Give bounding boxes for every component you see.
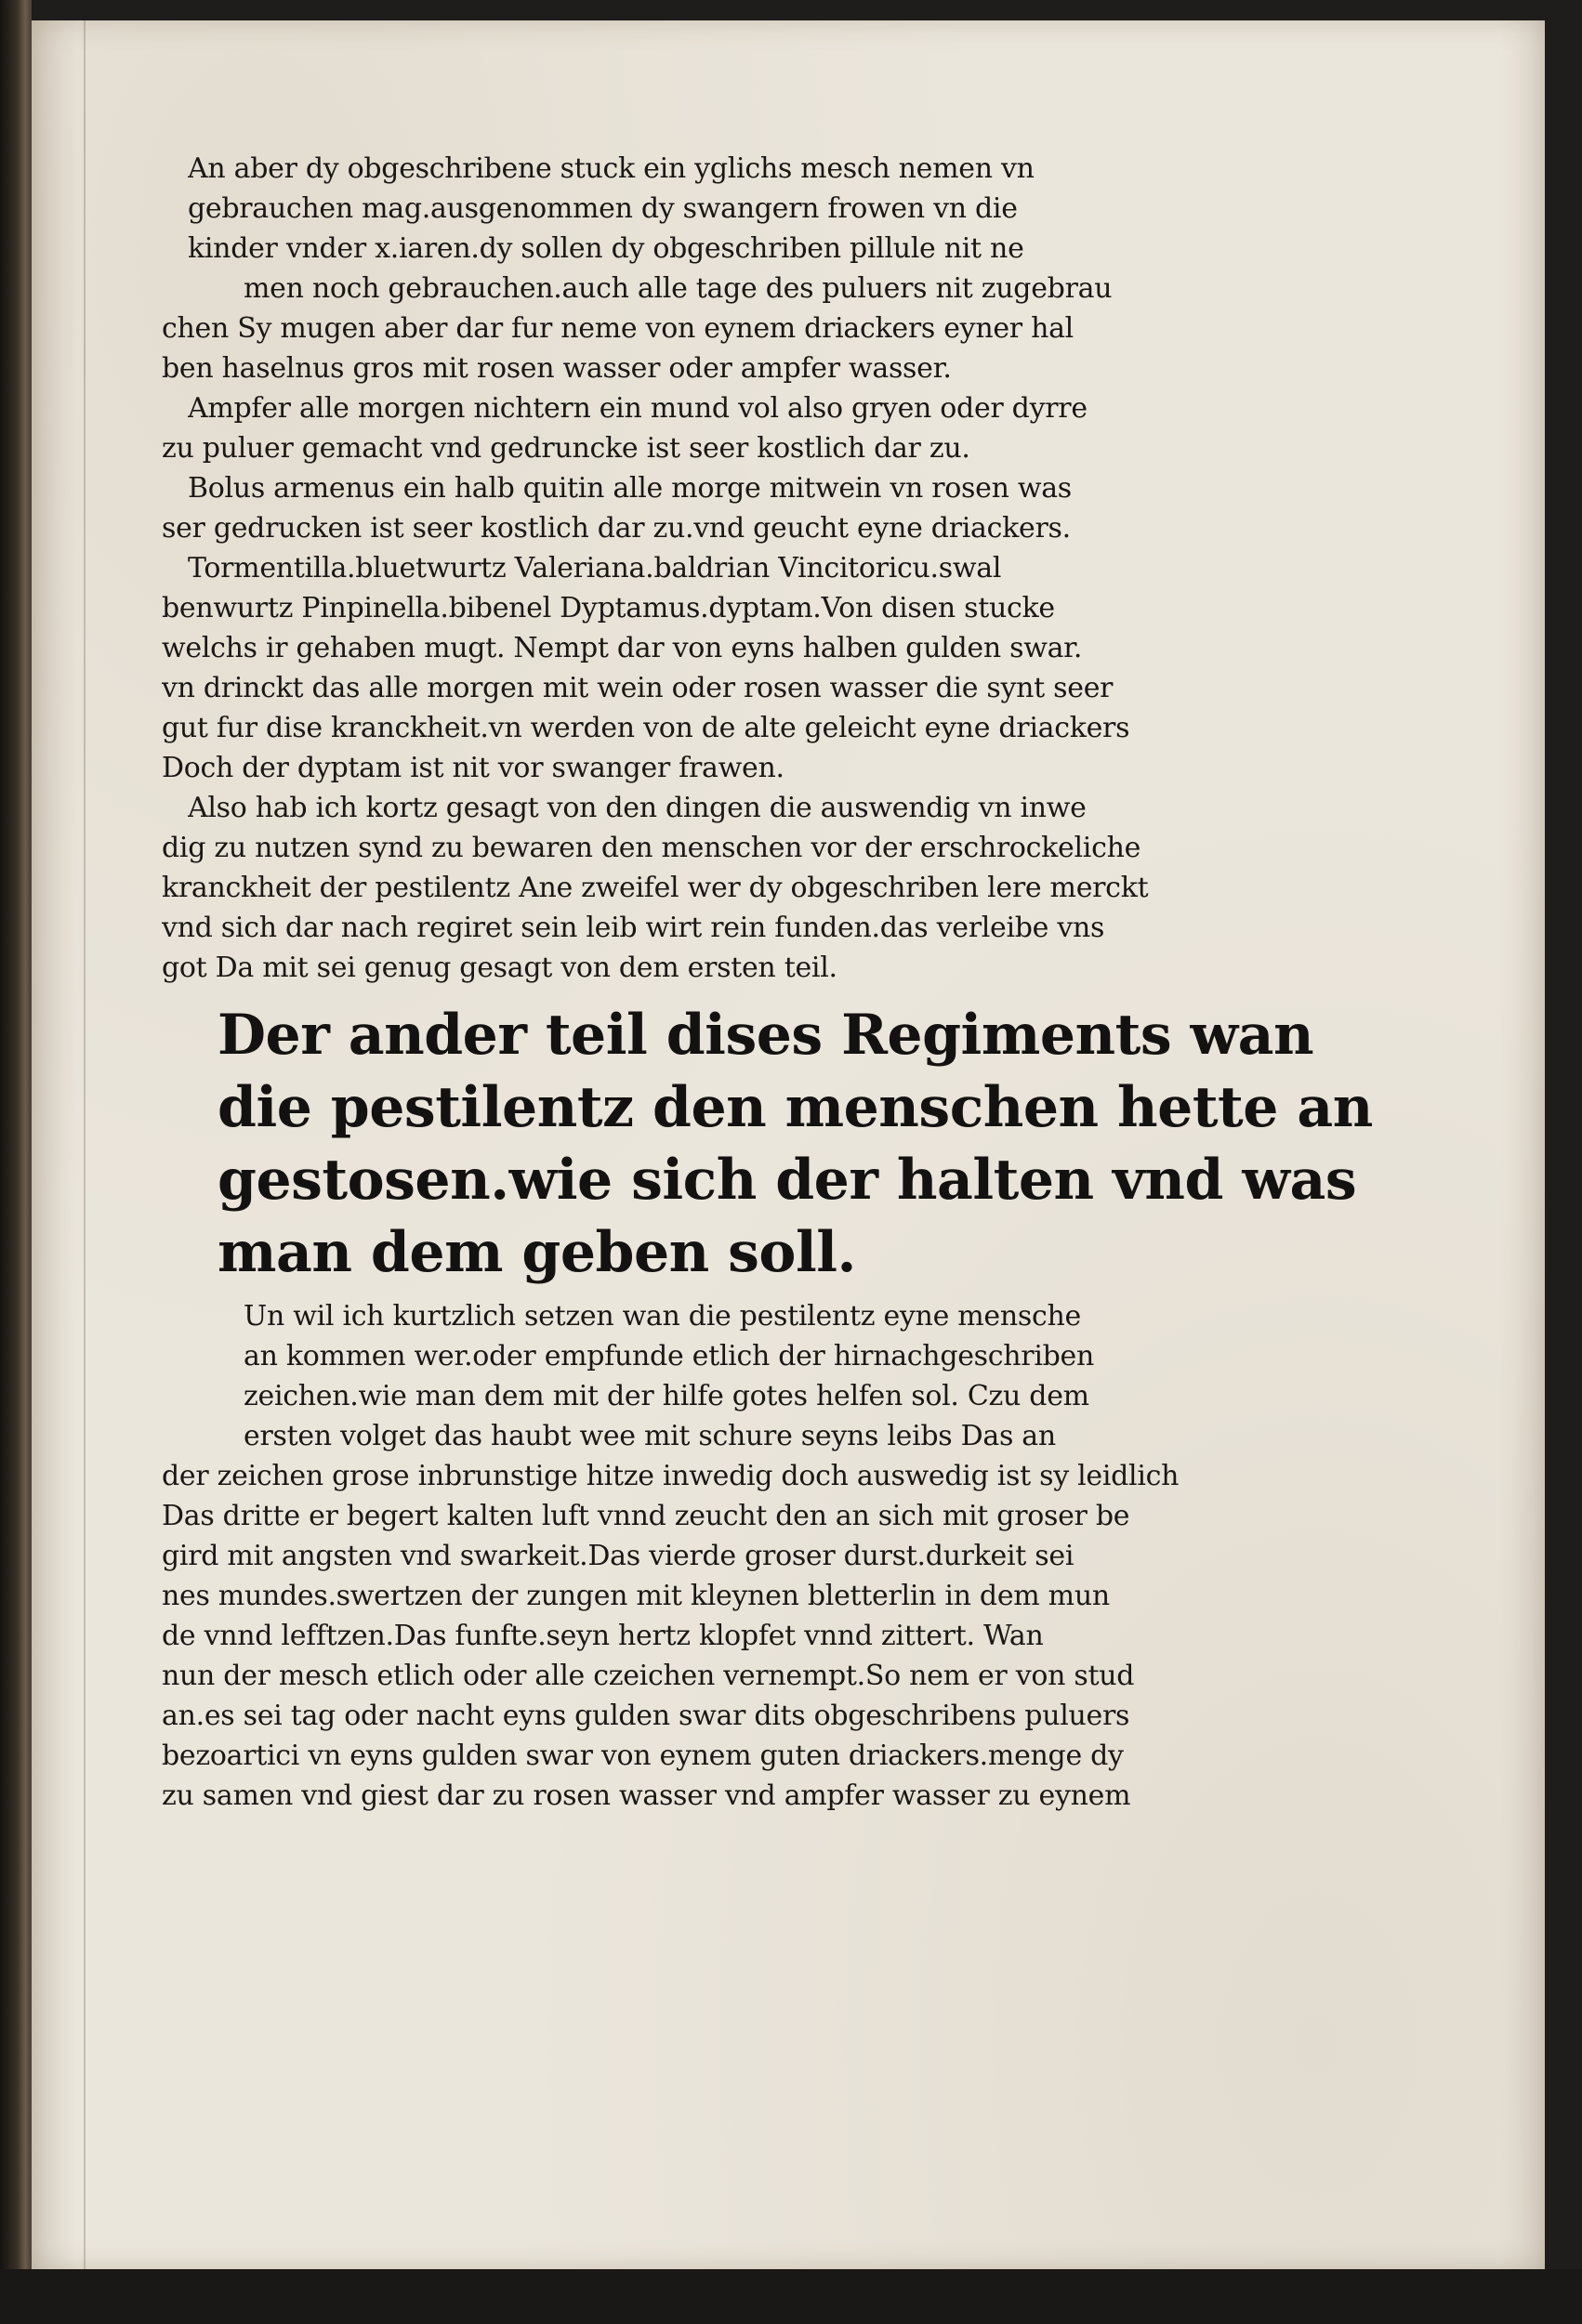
text-line: Also hab ich kortz gesagt von den dingen die auswendig vn inwe: [188, 792, 1087, 824]
first-part-text: [162, 149, 1378, 988]
book-page: [32, 20, 1545, 2269]
text-line: gird mit angsten vnd swarkeit.Das vierde groser durst.durkeit sei: [162, 1540, 1074, 1572]
text-line: ser gedrucken ist seer kostlich dar zu.vnd geucht eyne driackers.: [162, 512, 1071, 545]
heading-line: gestosen.wie sich der halten vnd was: [218, 1148, 1357, 1213]
book-spine-edge: [0, 0, 32, 2324]
section-heading: [188, 999, 1378, 1289]
heading-line: die pestilentz den menschen hette an: [218, 1075, 1373, 1140]
text-line: zu puluer gemacht vnd gedruncke ist seer kostlich dar zu.: [162, 432, 970, 465]
text-line: bezoartici vn eyns gulden swar von eynem guten driackers.menge dy: [162, 1740, 1124, 1772]
text-line: gebrauchen mag.ausgenommen dy swangern frowen vn die: [188, 192, 1018, 225]
text-line: an.es sei tag oder nacht eyns gulden swar dits obgeschribens puluers: [162, 1700, 1130, 1732]
text-line: nun der mesch etlich oder alle czeichen vernempt.So nem er von stud: [162, 1660, 1135, 1692]
text-line: der zeichen grose inbrunstige hitze inwedig doch auswedig ist sy leidlich: [162, 1460, 1180, 1492]
text-line: vn drinckt das alle morgen mit wein oder rosen wasser die synt seer: [162, 672, 1114, 704]
scan-bottom-margin: [0, 2269, 1582, 2324]
text-line: Bolus armenus ein halb quitin alle morge mitwein vn rosen was: [188, 472, 1072, 505]
text-line: Doch der dyptam ist nit vor swanger frawen.: [162, 752, 784, 784]
text-line: chen Sy mugen aber dar fur neme von eynem driackers eyner hal: [162, 312, 1074, 345]
text-line: kranckheit der pestilentz Ane zweifel wer dy obgeschriben lere merckt: [162, 872, 1149, 904]
text-line: got Da mit sei genug gesagt von dem ersten teil.: [162, 952, 837, 984]
text-line: kinder vnder x.iaren.dy sollen dy obgeschriben pillule nit ne: [188, 232, 1024, 265]
text-line: nes mundes.swertzen der zungen mit kleynen bletterlin in dem mun: [162, 1580, 1110, 1612]
second-part-text: [162, 1296, 1378, 1816]
text-line: Un wil ich kurtzlich setzen wan die pestilentz eyne mensche: [244, 1300, 1081, 1333]
text-line: dig zu nutzen synd zu bewaren den menschen vor der erschrockeliche: [162, 832, 1141, 864]
heading-line: Der ander teil dises Regiments wan: [218, 1003, 1314, 1068]
text-line: Das dritte er begert kalten luft vnnd zeucht den an sich mit groser be: [162, 1500, 1130, 1532]
text-block: [162, 149, 1378, 1816]
page-gutter-shadow: [84, 20, 86, 2269]
text-line: benwurtz Pinpinella.bibenel Dyptamus.dyptam.Von disen stucke: [162, 592, 1055, 624]
text-line: An aber dy obgeschribene stuck ein yglichs mesch nemen vn: [188, 152, 1035, 185]
text-line: men noch gebrauchen.auch alle tage des puluers nit zugebrau: [244, 272, 1113, 305]
text-line: welchs ir gehaben mugt. Nempt dar von eyns halben gulden swar.: [162, 632, 1083, 664]
text-line: gut fur dise kranckheit.vn werden von de alte geleicht eyne driackers: [162, 712, 1130, 744]
text-line: zeichen.wie man dem mit der hilfe gotes helfen sol. Czu dem: [244, 1380, 1089, 1412]
text-line: Tormentilla.bluetwurtz Valeriana.baldrian Vincitoricu.swal: [188, 552, 1002, 584]
text-line: Ampfer alle morgen nichtern ein mund vol also gryen oder dyrre: [188, 392, 1088, 425]
text-line: vnd sich dar nach regiret sein leib wirt rein funden.das verleibe vns: [162, 912, 1105, 944]
text-line: zu samen vnd giest dar zu rosen wasser vnd ampfer wasser zu eynem: [162, 1779, 1131, 1812]
text-line: ben haselnus gros mit rosen wasser oder ampfer wasser.: [162, 352, 952, 385]
text-line: de vnnd lefftzen.Das funfte.seyn hertz klopfet vnnd zittert. Wan: [162, 1620, 1044, 1652]
text-line: ersten volget das haubt wee mit schure seyns leibs Das an: [244, 1420, 1056, 1452]
heading-line: man dem geben soll.: [218, 1220, 856, 1285]
text-line: an kommen wer.oder empfunde etlich der hirnachgeschriben: [244, 1340, 1095, 1372]
